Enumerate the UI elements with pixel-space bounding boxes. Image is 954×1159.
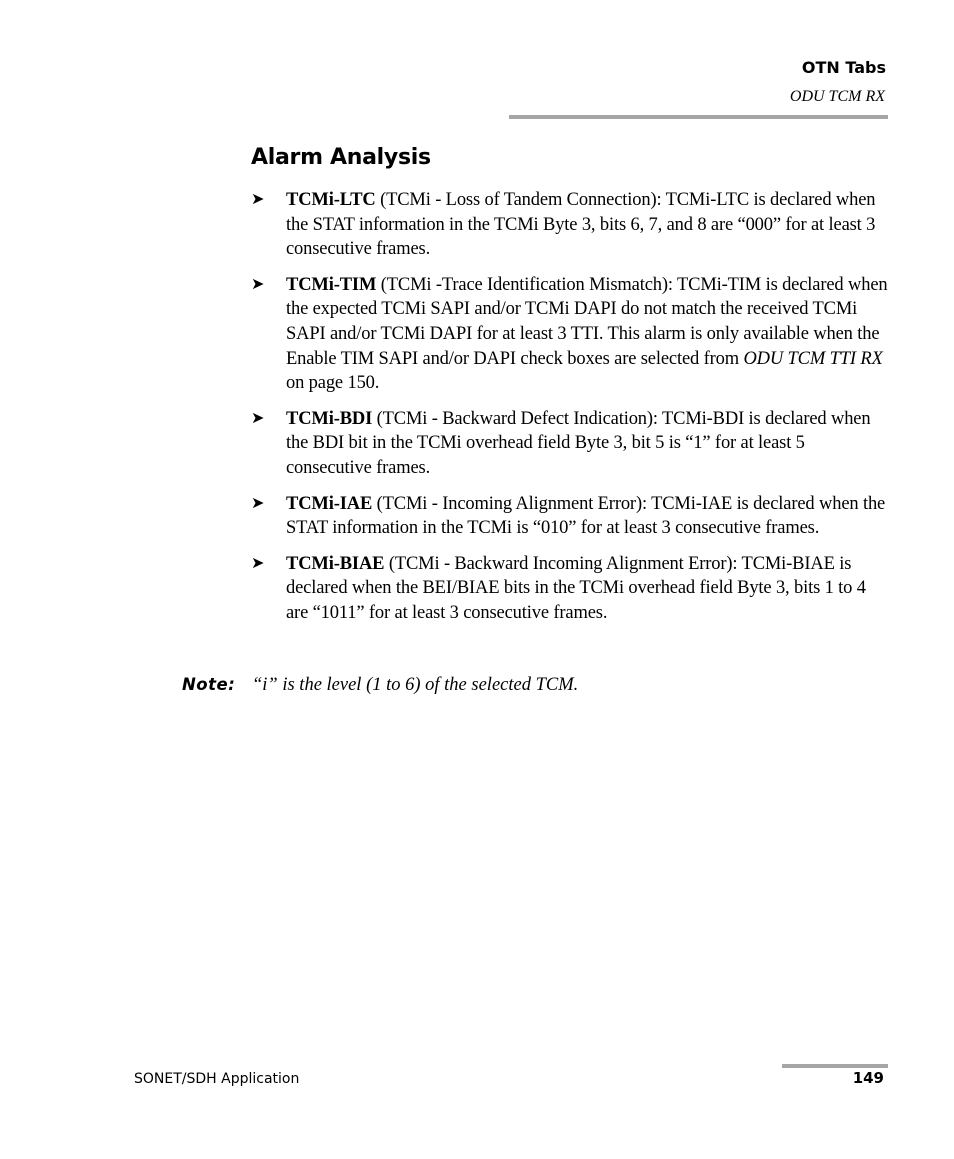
note	[182, 675, 578, 696]
alarm-description: (TCMi - Incoming Alignment Error): TCMi-IAE is declared when the STAT information in the TCMi is “010” for at least 3 consecutive frames.	[286, 493, 886, 539]
alarm-term: TCMi-BIAE	[286, 553, 385, 574]
bullet-arrow-icon: ➤	[251, 275, 265, 293]
alarm-description: (TCMi - Loss of Tandem Connection): TCMi-LTC is declared when the STAT information in the TCMi Byte 3, bits 6, 7, and 8 are “000” for at least 3 consecutive frames.	[286, 190, 876, 260]
cross-reference-link[interactable]: ODU TCM TTI RX	[743, 348, 883, 369]
chapter-title: OTN Tabs	[801, 58, 886, 77]
section-heading: Alarm Analysis	[251, 145, 431, 170]
alarm-term: TCMi-BDI	[286, 408, 373, 429]
alarm-item-ltc	[251, 188, 891, 262]
alarm-list	[251, 188, 891, 637]
bullet-arrow-icon: ➤	[251, 554, 265, 572]
bullet-arrow-icon: ➤	[251, 191, 265, 208]
footer-rule	[782, 1064, 888, 1068]
alarm-description: (TCMi - Backward Incoming Alignment Error): TCMi-BIAE is declared when the BEI/BIAE bits in the TCMi overhead field Byte 3, bits 1 to 4 are “1011” for at least 3 consecutive frames.	[286, 553, 866, 623]
alarm-description: (TCMi -Trace Identification Mismatch): TCMi-TIM is declared when the expected TCMi SAPI and/or TCMi DAPI do not match the received TCMi SAPI and/or TCMi DAPI for at least 3 TTI. This alarm is only available when the Enable TIM SAPI and/or DAPI check boxes are selected from	[286, 274, 888, 369]
alarm-term: TCMi-TIM	[286, 274, 377, 295]
section-subtitle: ODU TCM RX	[789, 88, 885, 105]
alarm-description: (TCMi - Backward Defect Indication): TCMi-BDI is declared when the BDI bit in the TCMi overhead field Byte 3, bit 5 is “1” for at least 5 consecutive frames.	[286, 408, 871, 478]
alarm-term: TCMi-LTC	[286, 190, 376, 210]
page-number: 149	[852, 1069, 884, 1087]
alarm-description-end: on page 150.	[286, 373, 380, 394]
bullet-arrow-icon: ➤	[251, 409, 265, 427]
alarm-item-biae	[251, 552, 891, 626]
alarm-item-bdi	[251, 407, 891, 481]
alarm-item-iae	[251, 492, 891, 541]
bullet-arrow-icon: ➤	[251, 494, 265, 512]
alarm-term: TCMi-IAE	[286, 493, 373, 514]
header-rule	[509, 115, 888, 119]
note-text: “i” is the level (1 to 6) of the selected TCM.	[252, 675, 579, 695]
alarm-item-tim	[251, 273, 891, 396]
note-label: Note:	[182, 675, 236, 694]
footer-product-name: SONET/SDH Application	[134, 1071, 300, 1087]
